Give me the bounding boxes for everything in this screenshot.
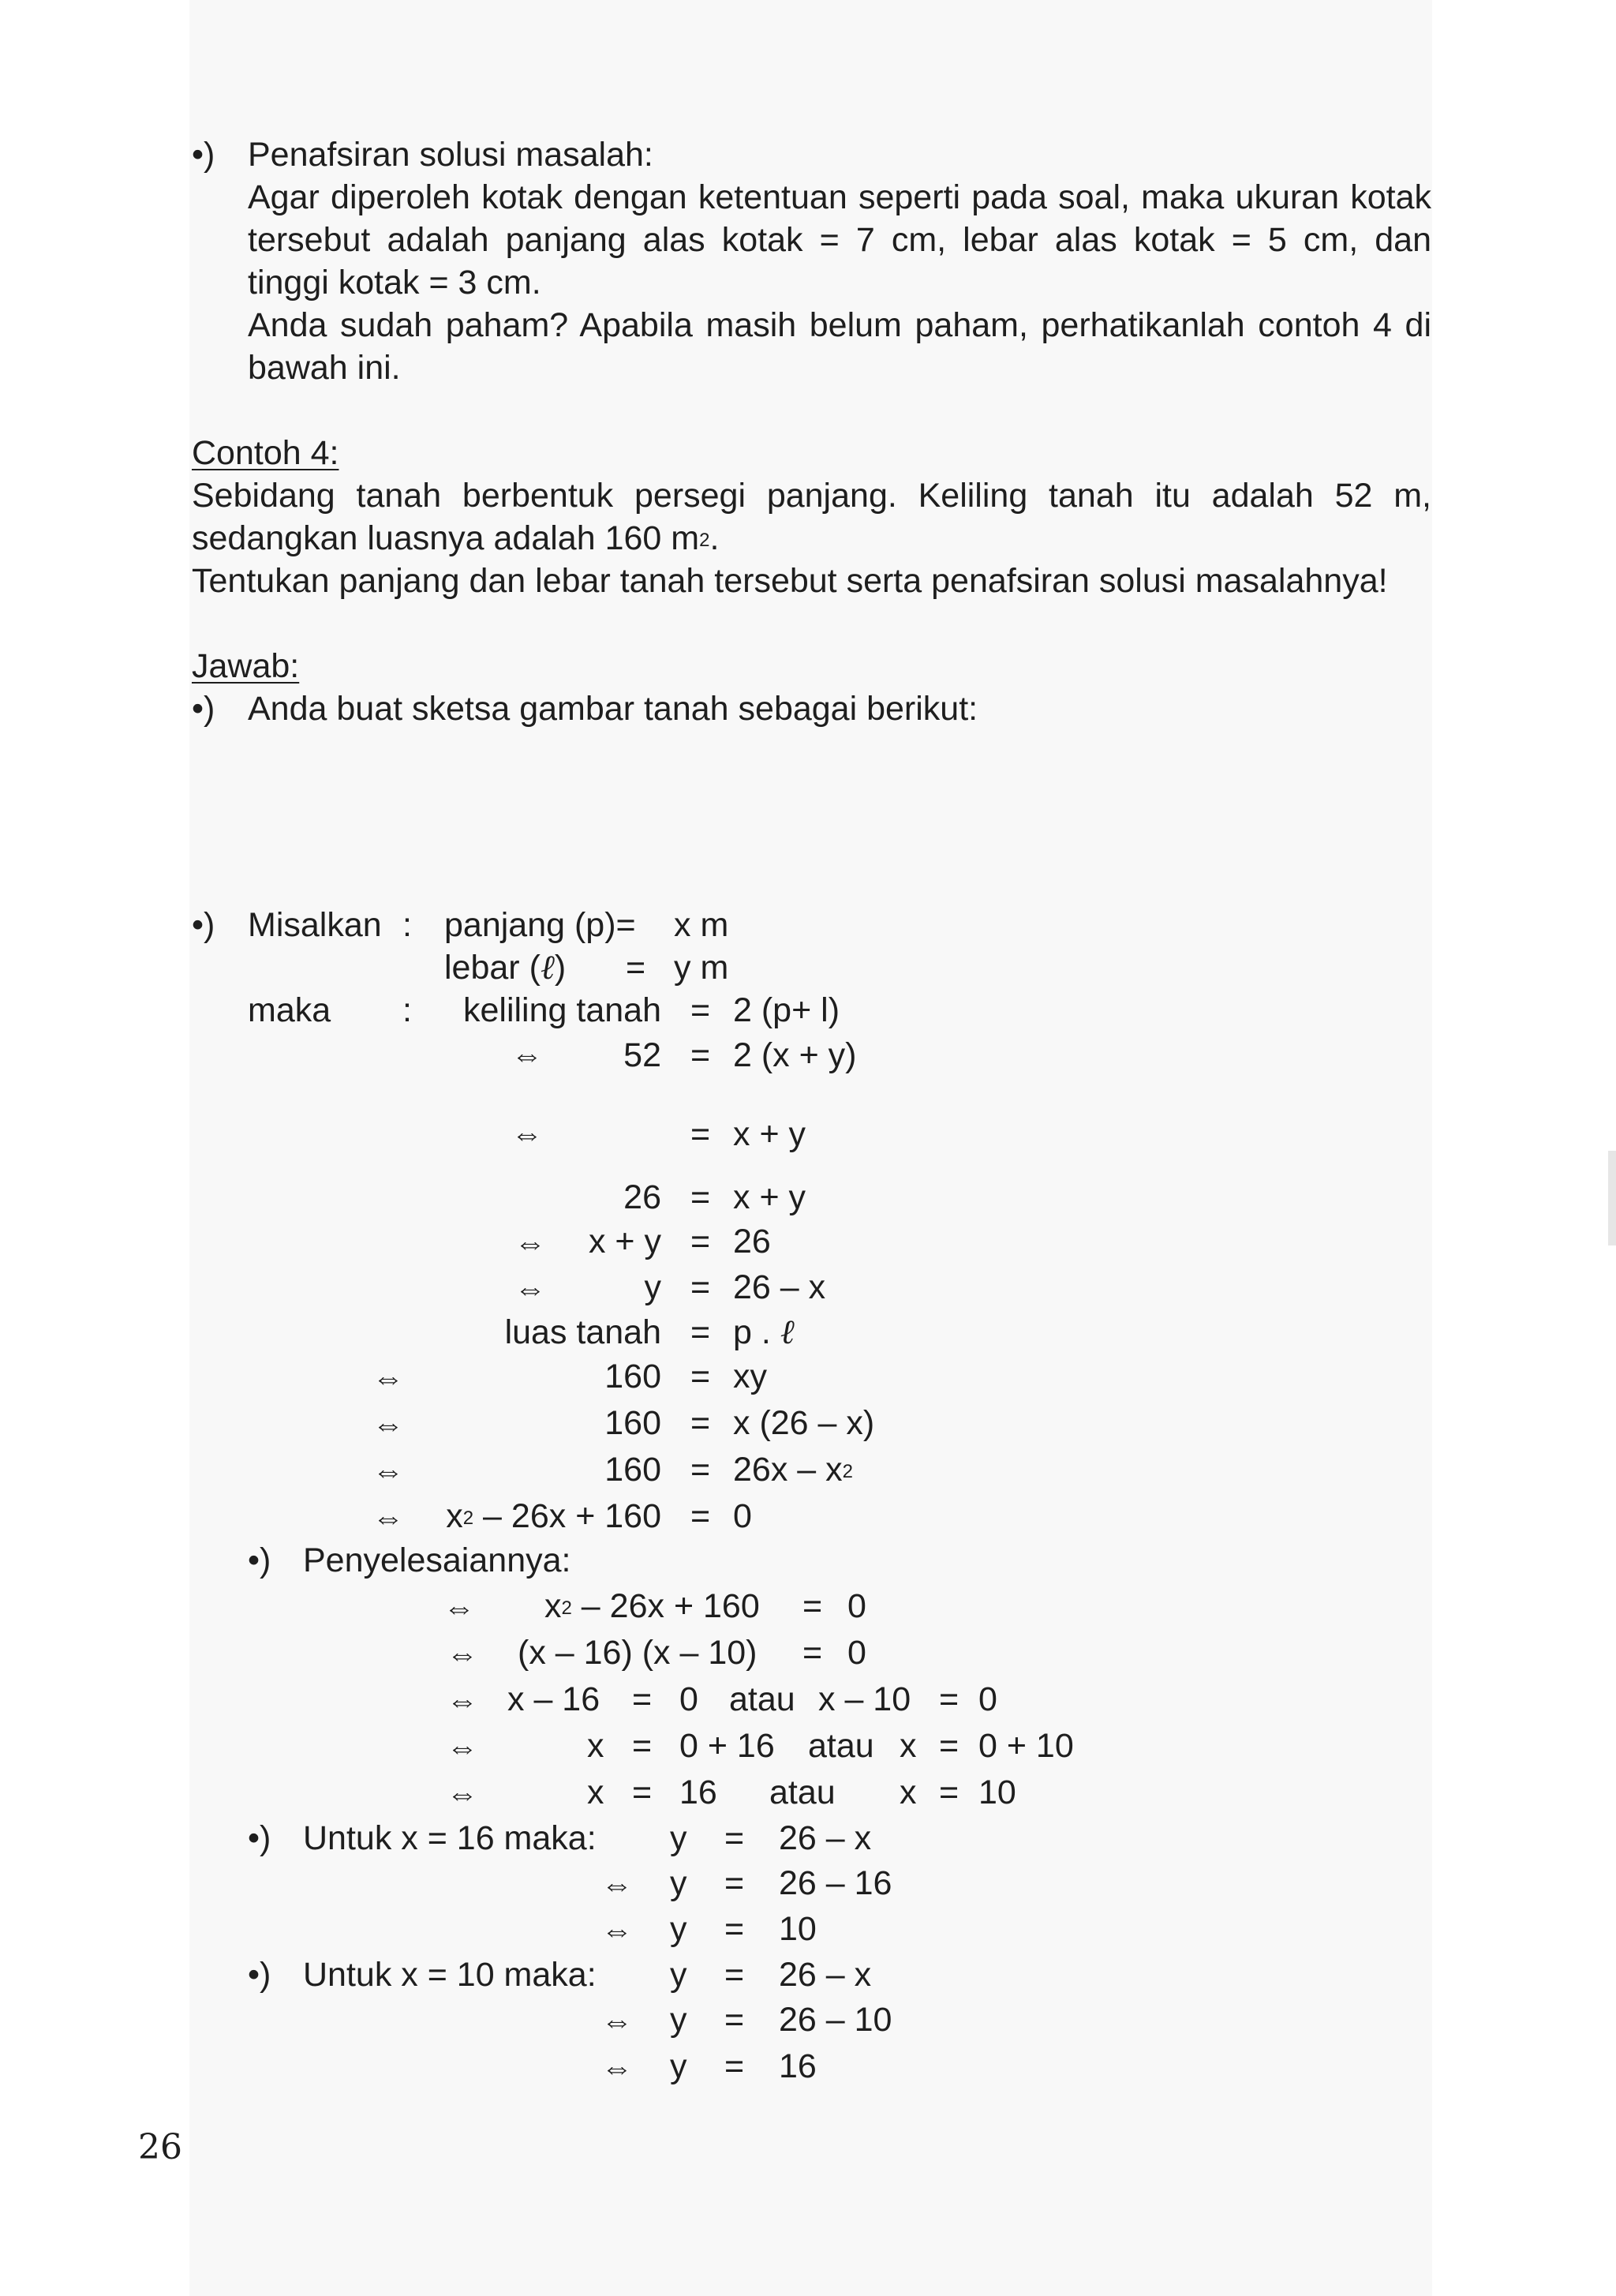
equals: = xyxy=(724,1864,745,1902)
value: 0 + 10 xyxy=(978,1727,1074,1765)
equals: = xyxy=(724,2001,745,2039)
section-title: Penafsiran solusi masalah: xyxy=(248,136,653,174)
equals: = xyxy=(690,1313,711,1351)
equals: = xyxy=(724,1956,745,1994)
value: 0 + 16 xyxy=(679,1727,775,1765)
paragraph-line: Sebidang tanah berbentuk persegi panjang. Keliling tanah itu adalah 52 m, xyxy=(192,477,1431,515)
equals: = xyxy=(632,1774,653,1811)
equivalence-arrow-icon: ⇔ xyxy=(447,1684,478,1718)
equation-lhs: 160 xyxy=(604,1358,661,1395)
equals: = xyxy=(724,1819,745,1857)
equation-rhs: x + y xyxy=(733,1178,806,1216)
equation-rhs: 0 xyxy=(733,1497,752,1535)
equivalence-arrow-icon: ⇔ xyxy=(601,1913,633,1948)
colon: : xyxy=(402,906,412,944)
width-def: lebar (ℓ) xyxy=(444,948,567,987)
root-equation: x – 10 xyxy=(818,1680,911,1718)
area-lhs: luas tanah xyxy=(504,1313,661,1351)
paragraph-line: Agar diperoleh kotak dengan ketentuan seperti pada soal, maka ukuran kotak xyxy=(248,178,1431,216)
equation-rhs: $26x - x^2$ xyxy=(733,1451,853,1489)
variable: y xyxy=(670,1819,687,1857)
let-label: Misalkan xyxy=(248,906,382,944)
answer-heading: Jawab: xyxy=(192,647,300,685)
then-label: maka xyxy=(248,991,331,1029)
variable: x xyxy=(900,1774,917,1811)
equals: = xyxy=(690,991,711,1029)
variable: x xyxy=(900,1727,917,1765)
equation-rhs: 0 xyxy=(847,1587,866,1625)
perimeter-rhs: 2 (p+ l) xyxy=(733,991,840,1029)
colon: : xyxy=(402,991,412,1029)
or-word: atau xyxy=(729,1680,795,1718)
perimeter-lhs: keliling tanah xyxy=(462,991,661,1029)
equation-rhs: 26 xyxy=(733,1223,771,1260)
equals: = xyxy=(626,949,646,987)
paragraph-line: Tentukan panjang dan lebar tanah tersebut serta penafsiran solusi masalahnya! xyxy=(192,562,1388,600)
equivalence-arrow-icon: ⇔ xyxy=(447,1777,478,1811)
area-rhs: p . ℓ xyxy=(733,1313,795,1352)
variable: y xyxy=(670,1864,687,1902)
equals: = xyxy=(690,1178,711,1216)
equation-rhs: xy xyxy=(733,1358,767,1395)
equation-lhs: $x^2 - 26x + 160$ xyxy=(544,1587,760,1625)
variable: y xyxy=(670,1956,687,1994)
bullet: •) xyxy=(248,1541,271,1579)
equals: = xyxy=(690,1358,711,1395)
equivalence-arrow-icon: ⇔ xyxy=(372,1361,404,1395)
bullet: •) xyxy=(192,136,215,174)
paragraph-line: tersebut adalah panjang alas kotak = 7 cm, lebar alas kotak = 5 cm, dan xyxy=(248,221,1431,259)
equals: = xyxy=(724,2047,745,2085)
paragraph-line: sedangkan luasnya adalah 160 $m^2$. xyxy=(192,519,720,557)
page-number: 26 xyxy=(138,2127,182,2167)
variable: x xyxy=(587,1774,604,1811)
equation-lhs: x + y xyxy=(588,1223,661,1260)
or-word: atau xyxy=(769,1774,836,1811)
equation-lhs: 52 xyxy=(623,1036,661,1074)
bullet: •) xyxy=(248,1819,271,1857)
equivalence-arrow-icon: ⇔ xyxy=(601,1867,633,1902)
equivalence-arrow-icon: ⇔ xyxy=(372,1407,404,1442)
variable: y xyxy=(670,2047,687,2085)
equals: = xyxy=(690,1497,711,1535)
equals: = xyxy=(802,1634,823,1672)
paragraph-line: bawah ini. xyxy=(248,349,401,387)
paragraph-line: Anda sudah paham? Apabila masih belum paham, perhatikanlah contoh 4 di xyxy=(248,306,1431,344)
bullet: •) xyxy=(192,906,215,944)
equals: = xyxy=(939,1727,960,1765)
value: 26 – x xyxy=(779,1956,872,1994)
equation-rhs: x + y xyxy=(733,1115,806,1153)
variable: x xyxy=(587,1727,604,1765)
equivalence-arrow-icon: ⇔ xyxy=(447,1730,478,1765)
equation-rhs: x (26 – x) xyxy=(733,1404,875,1442)
length-value: x m xyxy=(674,906,729,944)
equals: = xyxy=(939,1680,960,1718)
example-heading: Contoh 4: xyxy=(192,434,339,472)
equals: = xyxy=(939,1774,960,1811)
equivalence-arrow-icon: ⇔ xyxy=(443,1590,475,1625)
value: 16 xyxy=(779,2047,817,2085)
equals: = xyxy=(690,1223,711,1260)
value: 10 xyxy=(978,1774,1016,1811)
equation-lhs: $x^2 - 26x + 160$ xyxy=(446,1497,661,1535)
variable: y xyxy=(670,1910,687,1948)
sketch-instruction: Anda buat sketsa gambar tanah sebagai berikut: xyxy=(248,690,978,728)
variable: y xyxy=(670,2001,687,2039)
equivalence-arrow-icon: ⇔ xyxy=(601,2004,633,2039)
page-edge-tab xyxy=(1608,1151,1616,1245)
equals: = xyxy=(690,1036,711,1074)
equals: = xyxy=(690,1115,711,1153)
equals: = xyxy=(632,1727,653,1765)
equation-lhs: y xyxy=(644,1268,661,1306)
equals: = xyxy=(690,1404,711,1442)
equivalence-arrow-icon: ⇔ xyxy=(601,2051,633,2085)
value: 26 – 10 xyxy=(779,2001,892,2039)
value: 26 – 16 xyxy=(779,1864,892,1902)
equation-lhs: 26 xyxy=(623,1178,661,1216)
equation-rhs: 26 – x xyxy=(733,1268,826,1306)
equivalence-arrow-icon: ⇔ xyxy=(514,1272,546,1306)
bullet: •) xyxy=(192,690,215,728)
equivalence-arrow-icon: ⇔ xyxy=(372,1500,404,1535)
equals: = xyxy=(632,1680,653,1718)
equals: = xyxy=(802,1587,823,1625)
case-title: Untuk x = 10 maka: xyxy=(303,1956,597,1994)
equivalence-arrow-icon: ⇔ xyxy=(511,1117,543,1152)
root-equation: x – 16 xyxy=(507,1680,600,1718)
equivalence-arrow-icon: ⇔ xyxy=(447,1637,478,1672)
length-def: panjang (p)= xyxy=(444,906,636,944)
equivalence-arrow-icon: ⇔ xyxy=(514,1226,546,1260)
paragraph-line: tinggi kotak = 3 cm. xyxy=(248,264,541,302)
equals: = xyxy=(724,1910,745,1948)
equals: = xyxy=(690,1268,711,1306)
equation-lhs: 160 xyxy=(604,1451,661,1489)
value: 10 xyxy=(779,1910,817,1948)
equivalence-arrow-icon: ⇔ xyxy=(372,1454,404,1489)
bullet: •) xyxy=(248,1956,271,1994)
or-word: atau xyxy=(808,1727,874,1765)
equation-rhs: 2 (x + y) xyxy=(733,1036,857,1074)
equals: = xyxy=(690,1451,711,1489)
value: 26 – x xyxy=(779,1819,872,1857)
factored-lhs: (x – 16) (x – 10) xyxy=(518,1634,758,1672)
width-value: y m xyxy=(674,949,729,987)
equation-rhs: 0 xyxy=(847,1634,866,1672)
value: 0 xyxy=(978,1680,997,1718)
equivalence-arrow-icon: ⇔ xyxy=(511,1038,543,1073)
value: 16 xyxy=(679,1774,717,1811)
equation-lhs: 160 xyxy=(604,1404,661,1442)
value: 0 xyxy=(679,1680,698,1718)
case-title: Untuk x = 16 maka: xyxy=(303,1819,597,1857)
solution-title: Penyelesaiannya: xyxy=(303,1541,571,1579)
